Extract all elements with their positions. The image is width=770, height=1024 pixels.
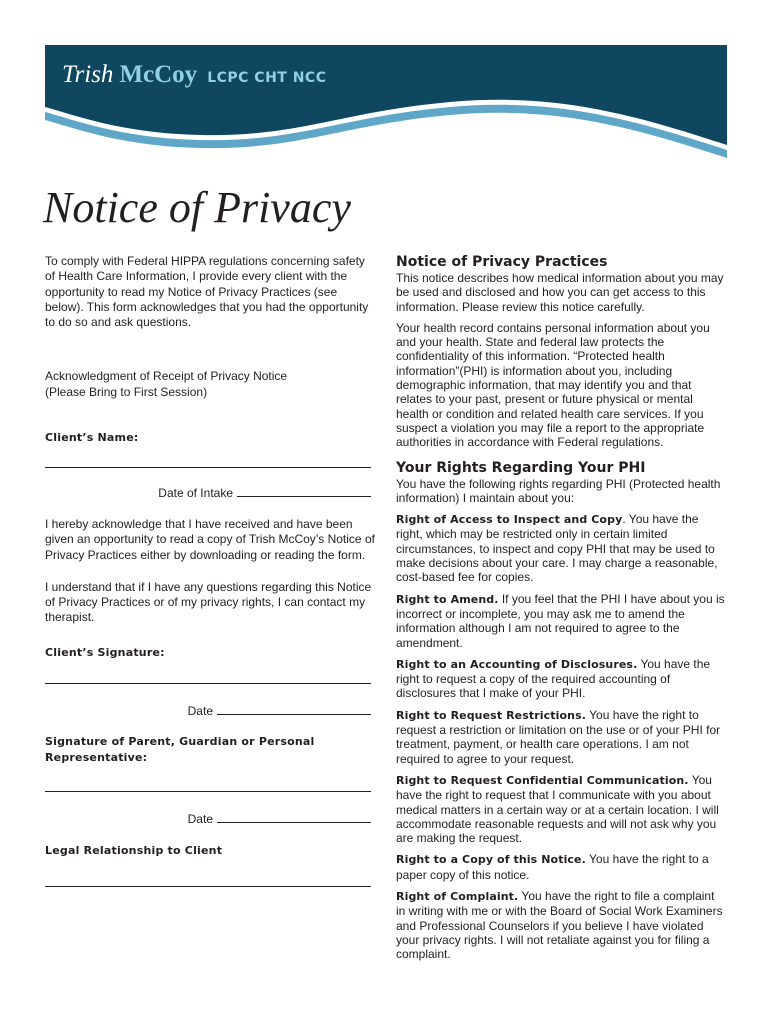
date-of-intake-label: Date of Intake <box>158 486 233 500</box>
right-title: Right of Access to Inspect and Copy <box>396 513 623 527</box>
client-name-field[interactable] <box>45 467 371 468</box>
parent-signature-block <box>45 734 375 766</box>
first-name: Trish <box>62 61 114 88</box>
privacy-practices-column <box>396 253 726 961</box>
signature-date-field[interactable] <box>217 705 371 715</box>
relationship-block <box>45 843 375 859</box>
last-name: McCoy <box>119 61 198 88</box>
right-item <box>396 773 726 845</box>
relationship-label: Legal Relationship to Client <box>45 844 223 857</box>
right-text: You have the right to request a restriction or limitation on the use or of your PHI for treatment, payment, or health care operations. I am not required to agree to your request. <box>396 707 721 766</box>
right-item <box>396 708 726 766</box>
client-signature-field[interactable] <box>45 683 371 684</box>
date-of-intake-row <box>158 486 371 500</box>
client-signature-label: Client’s Signature: <box>45 645 165 659</box>
right-item <box>396 657 726 701</box>
page-title: Notice of Privacy <box>43 183 351 232</box>
practitioner-logo <box>62 61 326 89</box>
right-text: If you feel that the PHI I have about you is incorrect or incomplete, you may ask me to amend the information although I am not required to agree to the amendment. <box>396 591 725 650</box>
client-name-label: Client’s Name: <box>45 431 139 445</box>
parent-signature-label: Signature of Parent, Guardian or Personal Representative: <box>45 735 315 764</box>
relationship-field[interactable] <box>45 886 371 887</box>
right-title: Right to Request Confidential Communication. <box>396 773 689 787</box>
right-title: Right to a Copy of this Notice. <box>396 853 586 867</box>
right-item <box>396 852 726 882</box>
right-text: You have the right to request a copy of the required accounting of disclosures that I make of your PHI. <box>396 656 711 701</box>
rights-heading: Your Rights Regarding Your PHI <box>396 459 646 476</box>
right-text: . You have the right, which may be restricted only in certain limited circumstances, to inspect and copy PHI that may be used to make decisions about your care. I may charge a reasonable, cost-based fee for copies. <box>396 512 718 585</box>
signature-date-label: Date <box>187 704 213 718</box>
acknowledgment-subheading: (Please Bring to First Session) <box>45 384 208 399</box>
intro-text: To comply with Federal HIPPA regulations concerning safety of Health Care Information, I provide every client with the opportunity to read my Notice of Privacy Practices (see below). This form acknowledges that you had the opportunity to do so and ask questions. <box>45 254 369 330</box>
right-title: Right of Complaint. <box>396 889 519 903</box>
parent-date-field[interactable] <box>217 813 371 823</box>
banner-dark-wave <box>45 45 727 145</box>
signature-date-row <box>188 704 371 718</box>
rights-intro: You have the following rights regarding PHI (Protected health information) I maintain about you: <box>396 476 721 505</box>
right-title: Right to Amend. <box>396 592 499 606</box>
acknowledgment-heading: Acknowledgment of Receipt of Privacy Notice <box>45 369 288 384</box>
acknowledgment-statements <box>45 517 375 661</box>
right-item <box>396 592 726 650</box>
parent-date-row <box>188 812 371 826</box>
acknowledgment-column <box>45 254 375 446</box>
health-record-text: Your health record contains personal information about you and your health. State and federal law protects the confidentiality of this information. “Protected health information”(PHI) is information about you, including demographic information, that may identify you and that relates to your past, present or future physical or mental health or condition and related health care services. If you suspect a violation you may file a report to the appropriate authorities in accordance with Federal regulations. <box>396 320 710 450</box>
right-text: You have the right to file a complaint in writing with me or with the Board of Social Work Examiners and Professional Counselors if you believe I have violated your privacy rights. I will not retaliate against you for filing a complaint. <box>396 888 723 962</box>
right-text: You have the right to a paper copy of this notice. <box>396 852 709 882</box>
practices-heading: Notice of Privacy Practices <box>396 254 608 270</box>
right-item <box>396 889 726 961</box>
right-title: Right to Request Restrictions. <box>396 708 587 722</box>
parent-date-label: Date <box>187 812 213 826</box>
credentials: LCPC CHT NCC <box>207 70 327 86</box>
date-of-intake-field[interactable] <box>237 487 371 497</box>
questions-text: I understand that if I have any questions regarding this Notice of Privacy Practices or of my privacy rights, I can contact my therapist. <box>45 579 372 625</box>
practices-text: This notice describes how medical information about you may be used and disclosed and how you can get access to this information. Please review this notice carefully. <box>396 271 724 314</box>
right-title: Right to an Accounting of Disclosures. <box>396 657 638 671</box>
right-text: You have the right to request that I communicate with you about medical matters in a certain way or at a certain location. I will accommodate reasonable requests and will not ask why you are making the request. <box>396 772 719 846</box>
acknowledge-text: I hereby acknowledge that I have received and have been given an opportunity to read a copy of Trish McCoy’s Notice of Privacy Practices either by downloading or reading the form. <box>45 517 375 562</box>
right-item <box>396 512 726 584</box>
parent-signature-field[interactable] <box>45 791 371 792</box>
